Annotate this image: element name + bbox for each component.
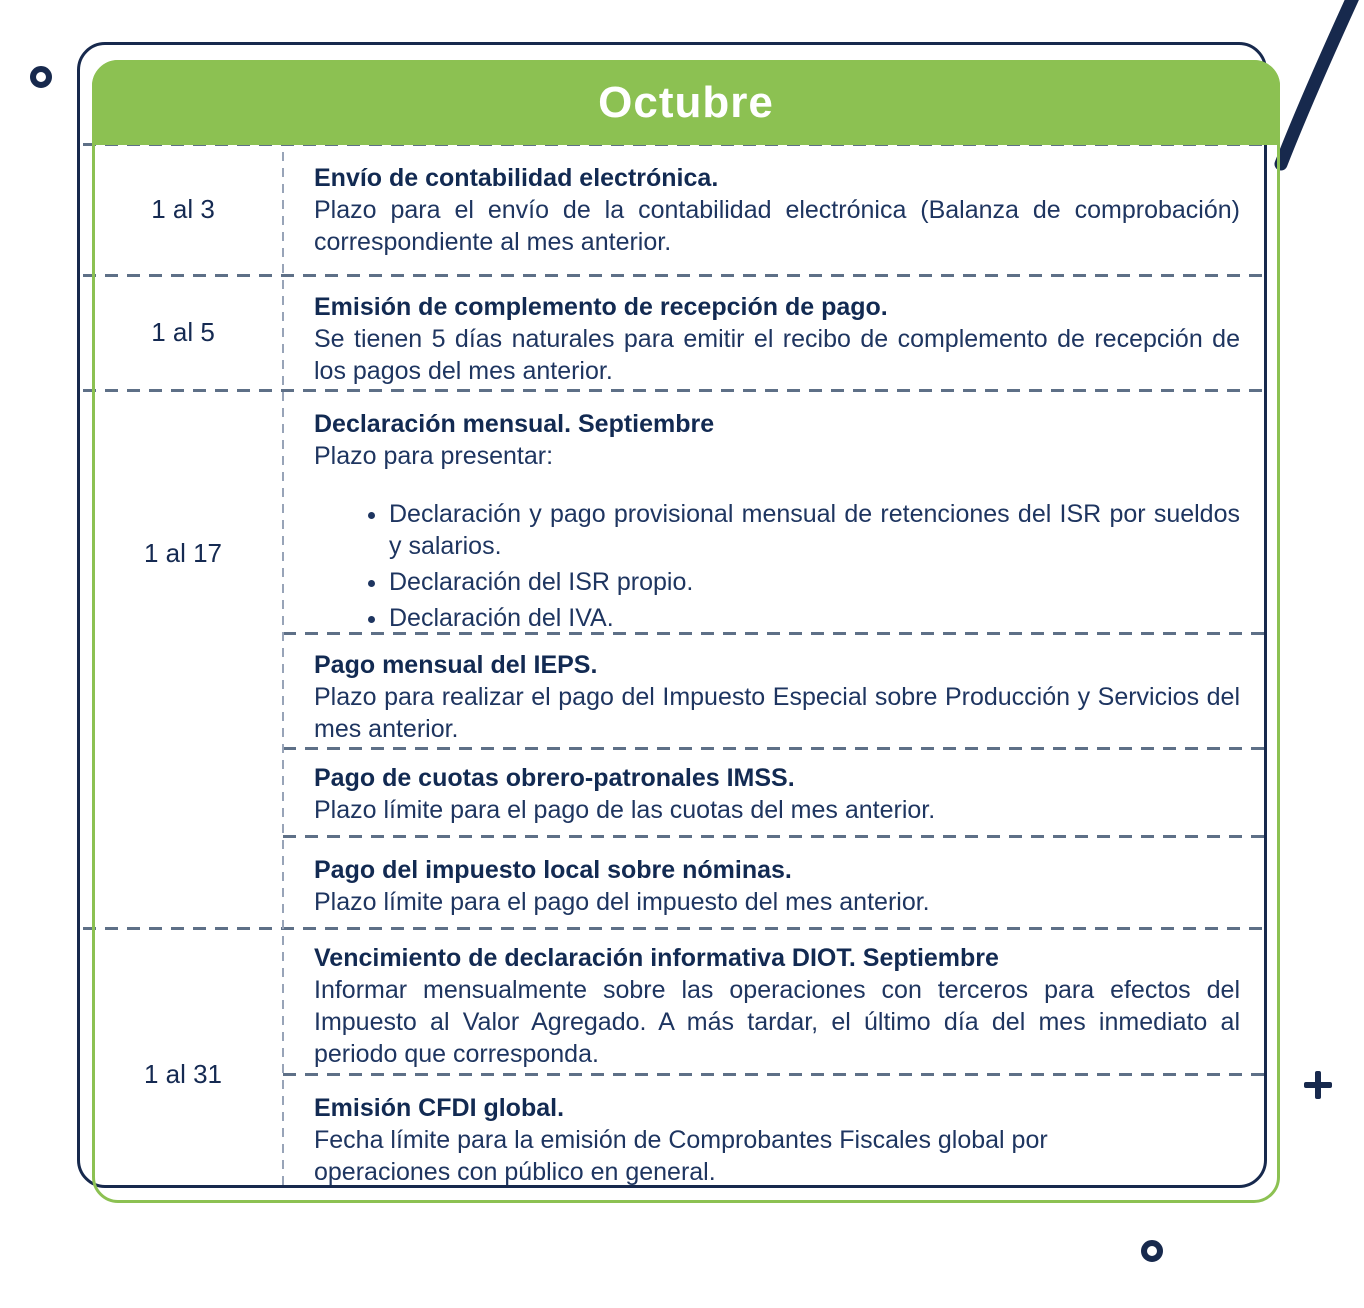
table-row — [83, 390, 1267, 928]
plus-icon — [1303, 1070, 1333, 1100]
obligation-body: Informar mensualmente sobre las operaciones con terceros para efectos del Impuesto al Valor Agregado. A más tardar, el último día del mes inmediato al periodo que corresponda. — [314, 976, 1240, 1068]
obligation-body: Plazo para realizar el pago del Impuesto Especial sobre Producción y Servicios del mes anterior. — [314, 683, 1240, 743]
obligation-body: Se tienen 5 días naturales para emitir el recibo de complemento de recepción de los pagos del mes anterior. — [314, 325, 1240, 385]
bullet-item: • Declaración del ISR propio. — [389, 566, 1240, 598]
obligation-item — [283, 144, 1267, 258]
date-cell: 1 al 17 — [143, 538, 223, 568]
obligation-title: Emisión de complemento de recepción de pago. — [314, 293, 888, 321]
column-divider — [282, 152, 284, 1187]
obligation-title: Pago mensual del IEPS. — [314, 651, 598, 679]
obligation-title: Envío de contabilidad electrónica. — [314, 164, 719, 192]
bullet-item: • Declaración y pago provisional mensual de retenciones del ISR por sueldos y salarios. — [389, 498, 1240, 562]
obligation-title: Pago de cuotas obrero-patronales IMSS. — [314, 764, 795, 792]
content-cell — [283, 144, 1267, 275]
content-cell — [283, 275, 1267, 390]
obligation-body: Plazo para el envío de la contabilidad electrónica (Balanza de comprobación) correspondiente al mes anterior. — [314, 196, 1240, 256]
obligation-item — [283, 633, 1267, 748]
obligation-item — [283, 836, 1267, 928]
content-cell — [283, 390, 1267, 928]
date-cell: 1 al 3 — [151, 194, 215, 224]
table-row — [83, 275, 1267, 390]
month-title: Octubre — [598, 77, 774, 127]
obligation-body: Fecha límite para la emisión de Comprobantes Fiscales global por operaciones con público en general. — [314, 1126, 1048, 1186]
ring-icon — [1141, 1240, 1163, 1262]
obligation-item — [283, 390, 1267, 633]
sub-row-divider — [283, 1073, 1267, 1076]
obligation-title: Emisión CFDI global. — [314, 1094, 565, 1122]
obligation-title: Vencimiento de declaración informativa DIOT. Septiembre — [314, 944, 999, 972]
obligation-item — [283, 748, 1267, 836]
ring-icon — [30, 66, 52, 88]
obligation-body: Plazo para presentar: — [314, 442, 554, 470]
table-row — [83, 144, 1267, 275]
sub-row-divider — [283, 747, 1267, 750]
table-row — [83, 928, 1267, 1191]
content-cell — [283, 928, 1267, 1191]
month-header — [92, 60, 1280, 145]
obligation-body: Plazo límite para el pago de las cuotas del mes anterior. — [314, 796, 936, 824]
date-cell: 1 al 5 — [151, 317, 215, 347]
plus-bar — [1315, 1071, 1321, 1099]
sub-row-divider — [283, 835, 1267, 838]
obligation-title: Pago del impuesto local sobre nóminas. — [314, 856, 792, 884]
obligations-table — [83, 144, 1267, 1191]
obligation-item — [283, 928, 1267, 1074]
obligation-bullet-list — [314, 498, 1240, 634]
obligation-item — [283, 1074, 1267, 1191]
obligation-body: Plazo límite para el pago del impuesto del mes anterior. — [314, 888, 930, 916]
obligation-item — [283, 275, 1267, 387]
calendar-card — [77, 42, 1267, 1188]
sub-row-divider — [283, 632, 1267, 635]
obligation-title: Declaración mensual. Septiembre — [314, 410, 715, 438]
bullet-item: • Declaración del IVA. — [389, 602, 1240, 634]
date-cell: 1 al 31 — [143, 1059, 223, 1089]
